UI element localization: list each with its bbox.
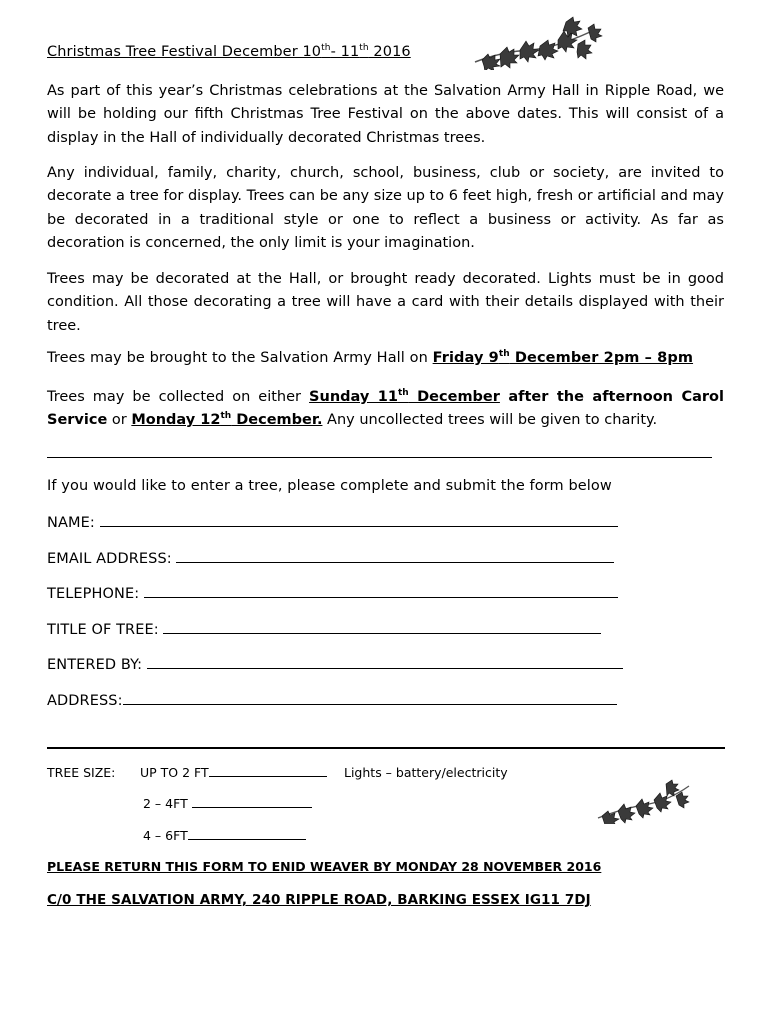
return-address: C/0 THE SALVATION ARMY, 240 RIPPLE ROAD, BARKING ESSEX IG11 7DJ [47,892,591,908]
name-field[interactable]: NAME: [47,513,618,531]
return-deadline: PLEASE RETURN THIS FORM TO ENID WEAVER BY MONDAY 28 NOVEMBER 2016 [47,859,602,874]
telephone-field[interactable]: TELEPHONE: [47,584,618,602]
lights-label: Lights – battery/electricity [344,765,508,780]
collection-date-monday: Monday 12th December. [131,411,323,429]
intro-paragraph: As part of this year’s Christmas celebrations at the Salvation Army Hall in Ripple Road, we will be holding our fifth Christmas Tree Festival on the above dates. This will consist of a display in the Hall of individually decorated Christmas trees. [47,83,724,146]
form-instructions: If you would like to enter a tree, please complete and submit the form below [47,478,612,494]
page-title: Christmas Tree Festival December 10th- 11th 2016 [47,43,411,60]
address-field[interactable]: ADDRESS: [47,691,617,709]
tree-size-option-4-6ft[interactable]: 4 – 6FT [143,828,306,843]
tree-size-option-2-4ft[interactable]: 2 – 4FT [143,796,312,811]
tree-size-option-up-to-2ft[interactable]: UP TO 2 FT [140,765,327,780]
drop-off-date: Friday 9th December 2pm – 8pm [432,349,694,366]
section-divider [47,457,712,458]
tree-title-field[interactable]: TITLE OF TREE: [47,620,601,638]
holly-icon [594,778,694,824]
tree-size-label: TREE SIZE: [47,765,116,780]
invitation-paragraph: Any individual, family, charity, church, school, business, club or society, are invited to decorate a tree for display. Trees can be any size up to 6 feet high, fresh or artificial and may be decorated in a traditional style or one to reflect a business or activity. As far as decoration is concerned, the only limit is your imagination. [47,165,724,251]
entered-by-field[interactable]: ENTERED BY: [47,655,623,673]
drop-off-line: Trees may be brought to the Salvation Army Hall on Friday 9th December 2pm – 8pm [47,349,694,366]
collection-date-sunday: Sunday 11th December [309,388,500,405]
email-field[interactable]: EMAIL ADDRESS: [47,549,614,567]
collection-paragraph: Trees may be collected on either Sunday 11th December after the afternoon Carol Service or Monday 12th December. Any uncollected trees will be given to charity. [47,388,724,429]
form-divider [47,747,725,749]
holly-icon [470,14,610,70]
decoration-paragraph: Trees may be decorated at the Hall, or brought ready decorated. Lights must be in good condition. All those decorating a tree will have a card with their details displayed with their tree. [47,271,724,334]
